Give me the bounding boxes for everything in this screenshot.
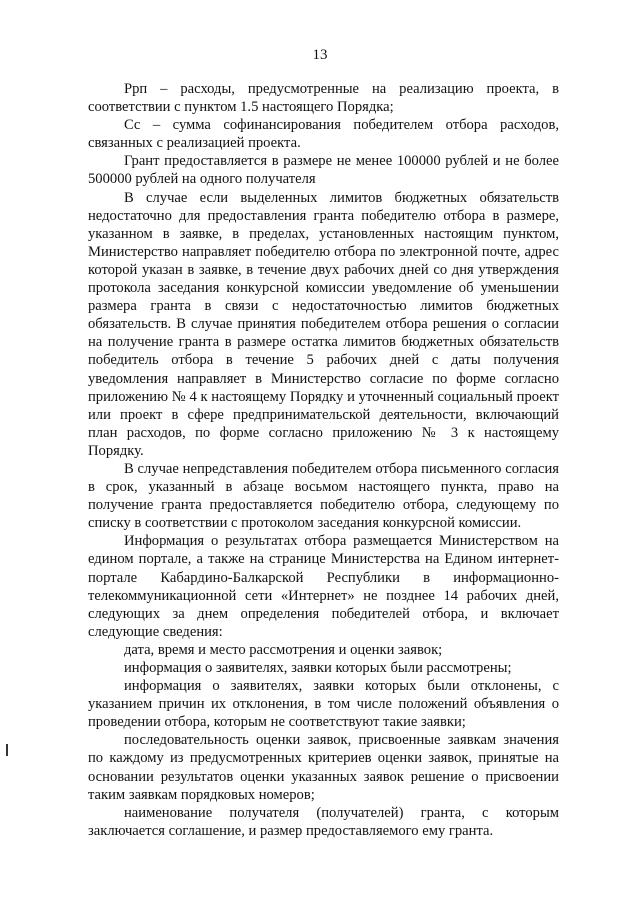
document-body (88, 80, 559, 840)
list-item-rejected-applicants: информация о заявителях, заявки которых были отклонены, с указанием причин их отклонения, в том числе положений объявления о проведении отбора, которым не соответствуют такие заявки; (88, 678, 559, 731)
page-number: 13 (312, 47, 328, 63)
scan-artifact-mark (6, 744, 8, 756)
paragraph-grant-amount: Грант предоставляется в размере не менее 100000 рублей и не более 500000 рублей на одного получателя (88, 153, 559, 188)
paragraph-consent: В случае непредставления победителем отбора письменного согласия в срок, указанный в абзаце восьмом настоящего пункта, право на получение гранта предоставляется победителю отбора, следующему по списку в соответствии с протоколом заседания конкурсной комиссии. (88, 460, 559, 532)
list-item-recipient-name: наименование получателя (получателей) гранта, с которым заключается соглашение, и размер предоставляемого ему гранта. (88, 804, 559, 839)
paragraph-results-info: Информация о результатах отбора размещается Министерством на едином портале, а также на странице Министерства на Едином интернет-портале Кабардино-Балкарской Республики в информационно-телекоммуникационной сети «Интернет» не позднее 14 рабочих дней, следующих за днем определения победителей отбора, и включает следующие сведения: (88, 533, 559, 640)
paragraph-rpp: Рpп – расходы, предусмотренные на реализацию проекта, в соответствии с пунктом 1.5 настоящего Порядка; (88, 81, 559, 116)
paragraph-limits: В случае если выделенных лимитов бюджетных обязательств недостаточно для предоставления гранта победителю отбора в размере, указанном в заявке, в пределах, установленных настоящим пунктом, Министерство направляет победителю отбора по электронной почте, адрес которой указан в заявке, в течение двух рабочих дней со дня утверждения протокола заседания конкурсной комиссии уведомление об уменьшении размера гранта в связи с недостаточностью лимитов бюджетных обязательств. В случае принятия победителем отбора решения о согласии на получение гранта в размере остатка лимитов бюджетных обязательств победитель отбора в течение 5 рабочих дней с даты получения уведомления направляет в Министерство согласие по форме согласно приложению № 4 к настоящему Порядку и уточненный социальный проект или проект в сфере предпринимательской деятельности, включающий план расходов, по форме согласно приложению № 3 к настоящему Порядку. (88, 189, 559, 459)
list-item-evaluation-order: последовательность оценки заявок, присвоенные заявкам значения по каждому из предусмотренных критериев оценки заявок, принятые на основании результатов оценки указанных заявок решение о присвоении таким заявкам порядковых номеров; (88, 732, 559, 803)
list-item-reviewed-applicants: информация о заявителях, заявки которых были рассмотрены; (124, 660, 512, 676)
list-item-date-time-place: дата, время и место рассмотрения и оценки заявок; (124, 641, 443, 658)
paragraph-ss: Сс – сумма софинансирования победителем отбора расходов, связанных с реализацией проекта. (88, 117, 559, 152)
